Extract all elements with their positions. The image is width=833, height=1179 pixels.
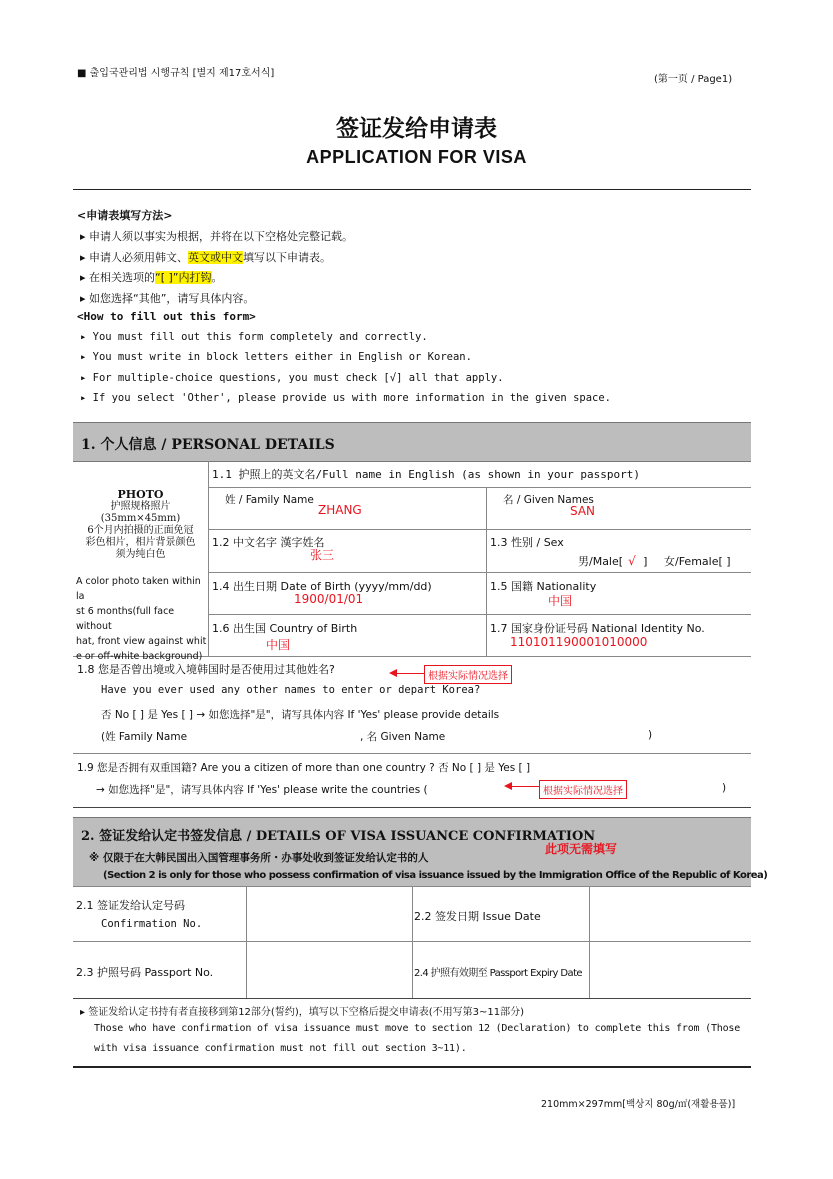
confirmation-number-input[interactable] bbox=[248, 888, 411, 940]
section2-skip-note: 此项无需填写 bbox=[545, 842, 618, 856]
grid-line bbox=[208, 487, 751, 488]
section2-title: 2. 签证发给认定书签发信息 / DETAILS OF VISA ISSUANCE CONFIRMATION bbox=[81, 829, 596, 844]
field-2-1-label-en: Confirmation No. bbox=[101, 918, 203, 930]
sex-female-option[interactable]: 女/Female[ ] bbox=[664, 555, 731, 568]
photo-label: PHOTO bbox=[117, 488, 164, 501]
annotation-arrow-line bbox=[511, 786, 539, 787]
bottom-divider bbox=[73, 1066, 751, 1068]
annotation-note-1-8: 根据实际情况选择 bbox=[424, 665, 512, 684]
field-2-1-label-zh: 2.1 签证发给认定号码 bbox=[76, 899, 185, 912]
section2-header bbox=[73, 817, 768, 887]
given-name-label: 名 / Given Names bbox=[503, 494, 594, 506]
section1-header bbox=[73, 422, 751, 462]
annotation-arrow-line bbox=[396, 673, 424, 674]
grid-line bbox=[73, 807, 751, 808]
section2-footnote-en-2: with visa issuance confirmation must not fill out section 3~11). bbox=[94, 1043, 467, 1054]
given-name-value[interactable]: SAN bbox=[570, 504, 596, 518]
grid-line bbox=[208, 614, 751, 615]
instruction-zh-2: ▸ 申请人必须用韩文、英文或中文填写以下申请表。 bbox=[80, 251, 332, 264]
instruction-en-3: ▸ For multiple-choice questions, you must check [√] all that apply. bbox=[80, 372, 504, 384]
field-1-1-label: 1.1 护照上的英文名/Full name in English (as shown in your passport) bbox=[212, 468, 640, 481]
field-2-3-label: 2.3 护照号码 Passport No. bbox=[76, 966, 214, 979]
field-1-2-label: 1.2 中文名字 漢字姓名 bbox=[212, 536, 325, 549]
field-1-3-label: 1.3 性别 / Sex bbox=[490, 536, 564, 549]
grid-line bbox=[73, 998, 751, 999]
field-2-2-label: 2.2 签发日期 Issue Date bbox=[414, 910, 541, 923]
passport-number-input[interactable] bbox=[248, 943, 411, 997]
photo-instructions-en: A color photo taken within la st 6 months(full face without hat, front view against whit e or off-white background) bbox=[76, 576, 207, 662]
family-name-value[interactable]: ZHANG bbox=[318, 503, 362, 517]
national-id-value[interactable]: 110101190001010000 bbox=[510, 635, 648, 649]
instruction-zh-3: ▸ 在相关选项的“[ ]”内打钩。 bbox=[80, 271, 223, 284]
grid-line bbox=[589, 886, 590, 998]
instruction-en-2: ▸ You must write in block letters either in English or Korean. bbox=[80, 351, 472, 363]
section2-footnote-en-1: Those who have confirmation of visa issuance must move to section 12 (Declaration) to complete this from (Those bbox=[94, 1023, 741, 1034]
field-1-9-detail-close: ) bbox=[722, 782, 727, 794]
section2-subtitle-en: (Section 2 is only for those who possess confirmation of visa issuance issued by the Immigration Office of the Republic of Korea) bbox=[103, 870, 768, 881]
field-1-4-label: 1.4 出生日期 Date of Birth (yyyy/mm/dd) bbox=[212, 580, 432, 593]
photo-box: PHOTO 护照规格照片 (35mm×45mm) 6个月内拍摄的正面免冠 彩色相片，相片背景颜色 须为纯白色 bbox=[73, 488, 208, 561]
instruction-en-1: ▸ You must fill out this form completely and correctly. bbox=[80, 331, 428, 343]
title-divider bbox=[73, 189, 751, 190]
grid-line bbox=[412, 886, 413, 998]
section2-subtitle-zh: ※ 仅限于在大韩民国出入国管理事务所・办事处收到签证发给认定书的人 bbox=[89, 852, 429, 864]
grid-line bbox=[246, 886, 247, 998]
nationality-value[interactable]: 中国 bbox=[548, 594, 573, 608]
grid-line bbox=[208, 529, 751, 530]
passport-expiry-input[interactable] bbox=[591, 943, 749, 997]
chinese-name-value[interactable]: 张三 bbox=[310, 548, 335, 562]
title-english: APPLICATION FOR VISA bbox=[306, 147, 527, 167]
field-1-8-question-zh: 1.8 您是否曾出境或入境韩国时是否使用过其他姓名? bbox=[77, 663, 335, 676]
grid-line bbox=[208, 461, 209, 656]
section2-footnote-zh: ▸ 签证发给认定书持有者直接移到第12部分(誓约)，填写以下空格后提交申请表(不用写第3~11部分) bbox=[80, 1007, 524, 1018]
field-1-7-label: 1.7 国家身份证号码 National Identity No. bbox=[490, 622, 705, 635]
paper-size-footer: 210mm×297mm[백상지 80g/㎡(재활용품)] bbox=[541, 1099, 736, 1110]
field-2-4-label: 2.4 护照有效期至 Passport Expiry Date bbox=[414, 968, 582, 979]
grid-line bbox=[73, 753, 751, 754]
instruction-en-4: ▸ If you select 'Other', please provide us with more information in the given space. bbox=[80, 392, 612, 404]
instructions-en-heading: <How to fill out this form> bbox=[77, 310, 256, 323]
field-1-8-options[interactable]: 否 No [ ] 是 Yes [ ] → 如您选择"是"，请写具体内容 If 'Yes' please provide details bbox=[101, 709, 500, 721]
highlight-language: 英文或中文 bbox=[188, 251, 244, 264]
date-of-birth-value[interactable]: 1900/01/01 bbox=[294, 592, 364, 606]
field-1-5-label: 1.5 国籍 Nationality bbox=[490, 580, 597, 593]
page-number: (第一页 / Page1) bbox=[654, 74, 733, 85]
field-1-9-question[interactable]: 1.9 您是否拥有双重国籍? Are you a citizen of more than one country ? 否 No [ ] 是 Yes [ ] bbox=[77, 762, 531, 774]
annotation-note-1-9: 根据实际情况选择 bbox=[539, 780, 627, 799]
title-chinese: 签证发给申请表 bbox=[336, 115, 497, 142]
field-1-6-label: 1.6 出生国 Country of Birth bbox=[212, 622, 358, 635]
instructions-zh-heading: <申请表填写方法> bbox=[77, 209, 173, 222]
field-1-8-family-name[interactable]: (姓 Family Name bbox=[101, 731, 188, 743]
section1-title: 1. 个人信息 / PERSONAL DETAILS bbox=[81, 437, 335, 453]
instruction-zh-1: ▸ 申请人须以事实为根据，并将在以下空格处完整记载。 bbox=[80, 230, 354, 243]
field-1-8-question-en: Have you ever used any other names to enter or depart Korea? bbox=[101, 684, 481, 696]
field-1-8-given-name[interactable]: , 名 Given Name bbox=[360, 731, 446, 743]
family-name-label: 姓 / Family Name bbox=[225, 494, 314, 506]
grid-line bbox=[208, 572, 751, 573]
field-1-8-detail-close: ) bbox=[648, 729, 653, 741]
instruction-zh-4: ▸ 如您选择“其他”，请写具体内容。 bbox=[80, 292, 255, 305]
issue-date-input[interactable] bbox=[591, 888, 749, 940]
form-reference: ■ 출입국관리법 시행규칙 [별지 제17호서식] bbox=[77, 68, 275, 79]
field-1-9-detail[interactable]: → 如您选择"是"，请写具体内容 If 'Yes' please write the countries ( bbox=[96, 784, 428, 796]
country-of-birth-value[interactable]: 中国 bbox=[266, 638, 291, 652]
sex-male-option[interactable]: 男/Male[ √ ] bbox=[578, 554, 648, 568]
male-checkmark: √ bbox=[628, 554, 636, 568]
